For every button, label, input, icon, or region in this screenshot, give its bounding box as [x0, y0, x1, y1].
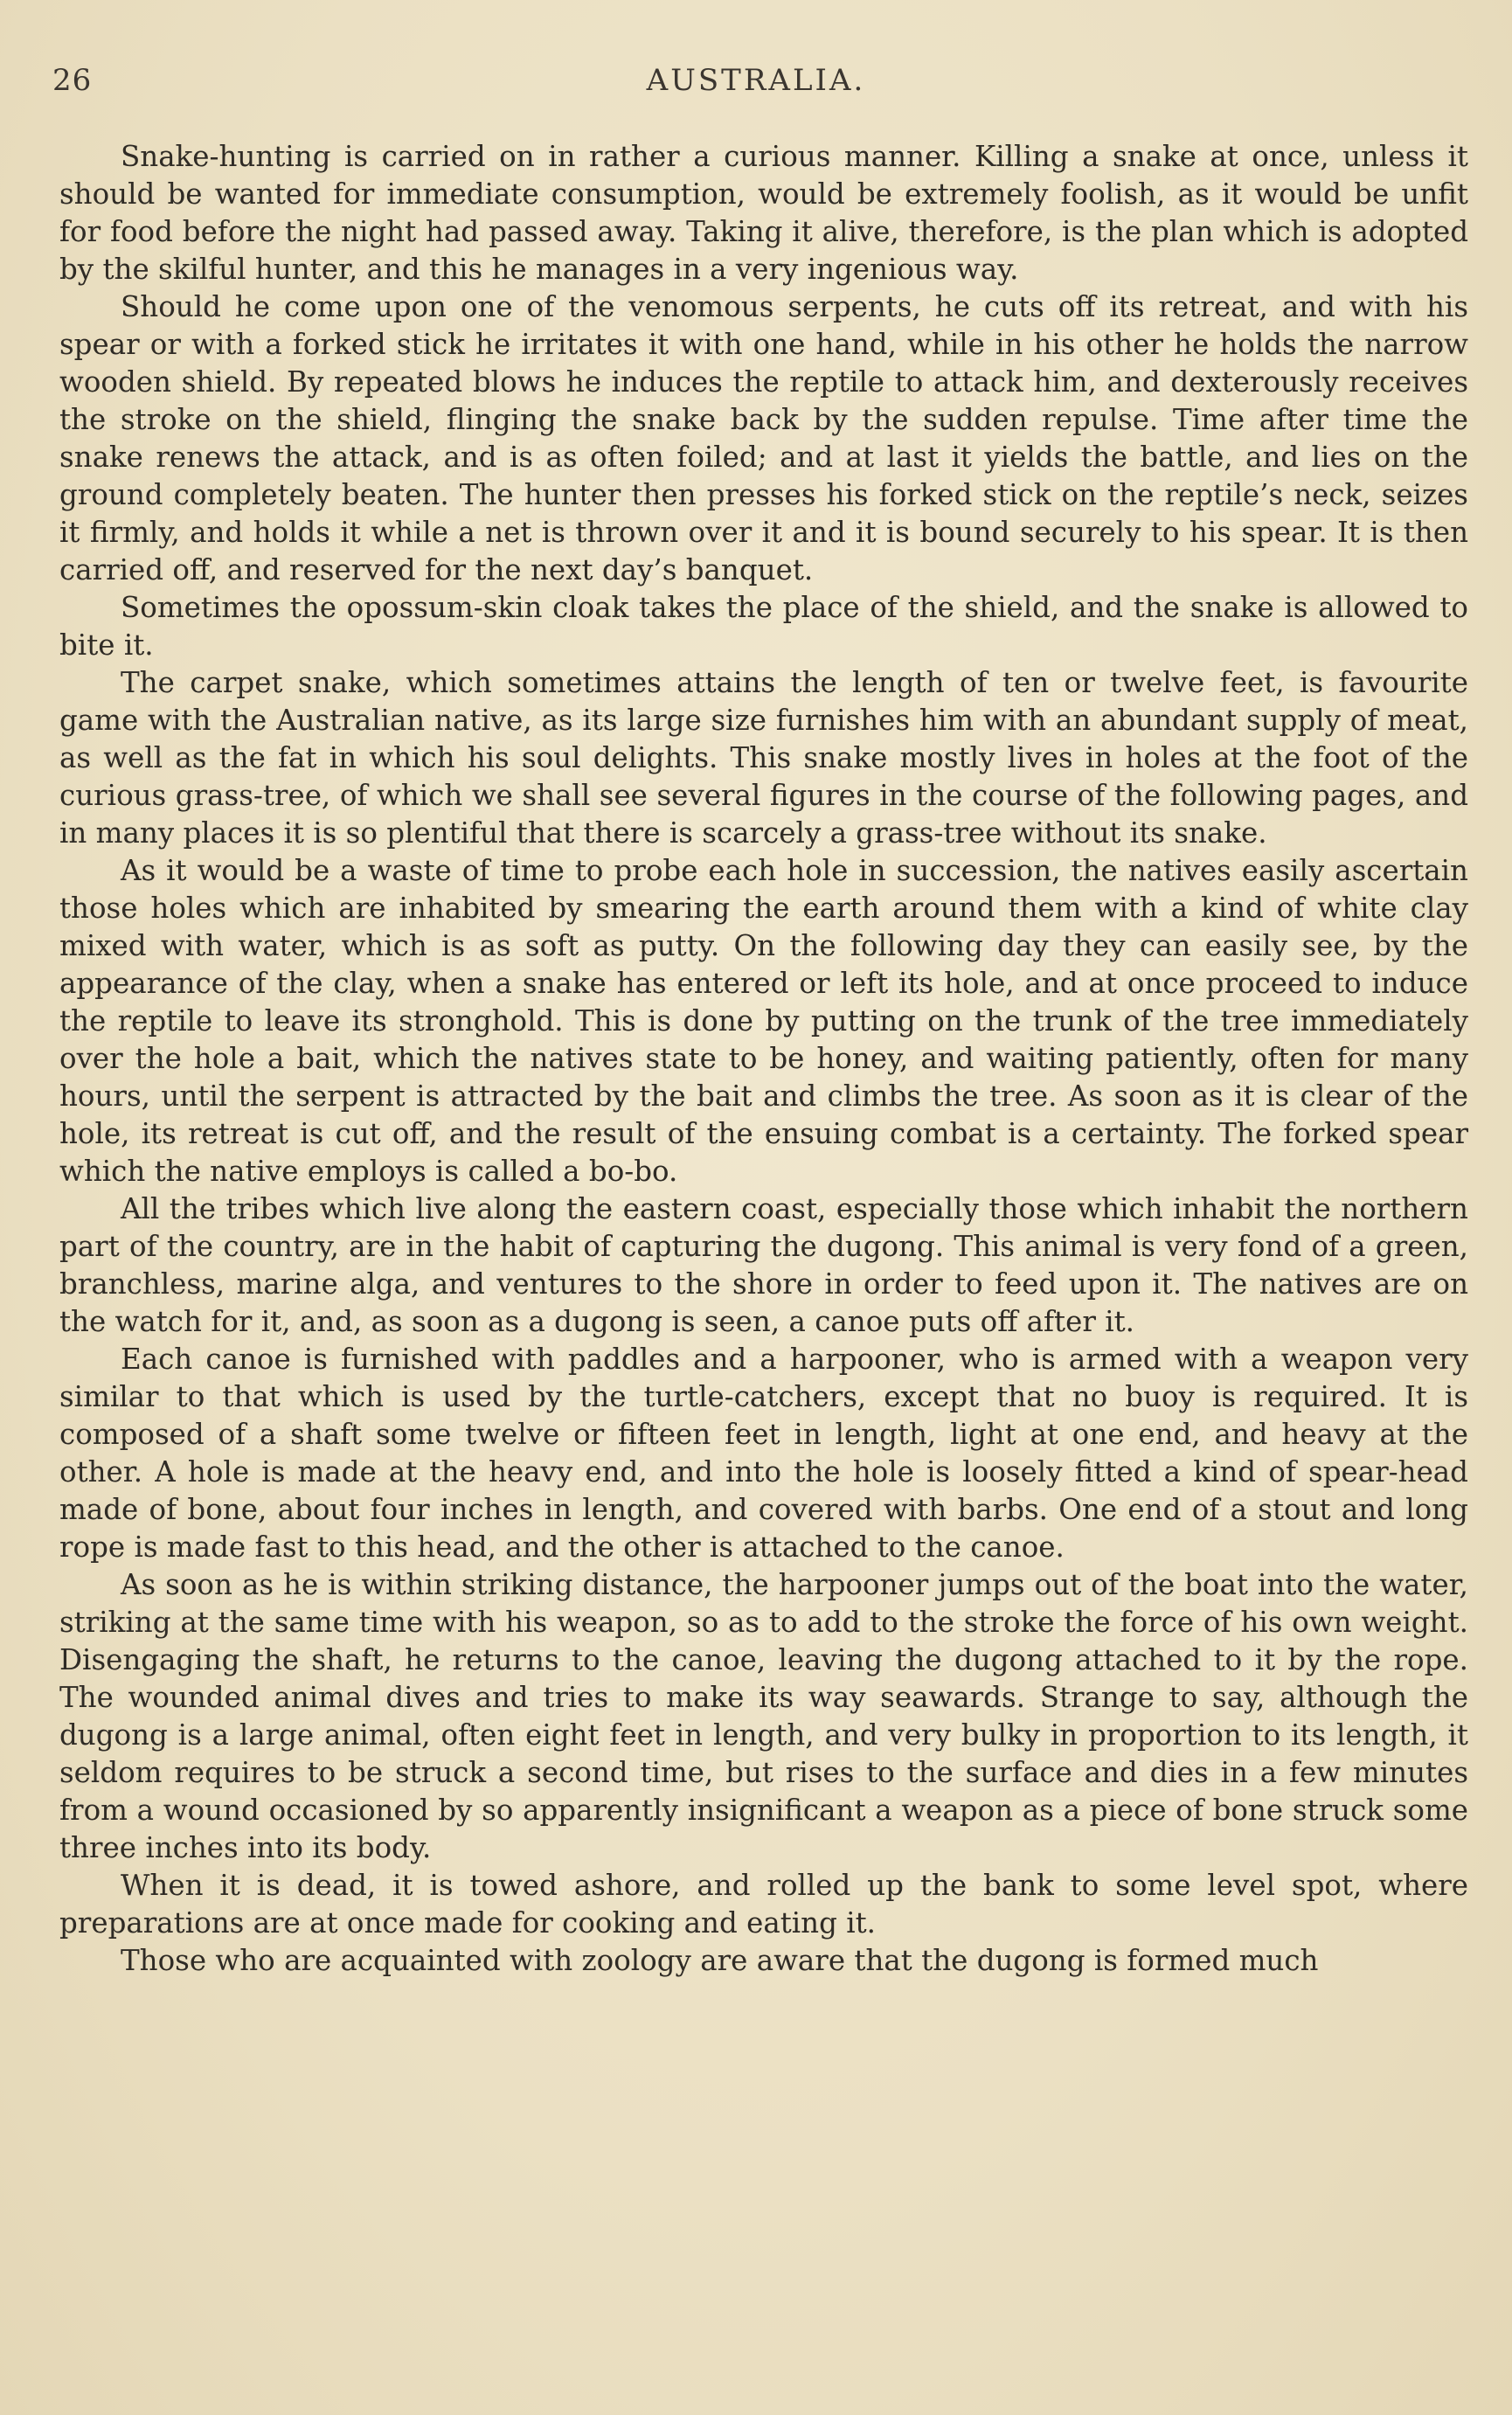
paragraph: As it would be a waste of time to probe each hole in succession, the natives easily ascertain those holes which are inhabited by smearing the earth around them with a kind of white clay mixed with water, which is as soft as putty. On the following day they can easily see, by the appearance of the clay, when a snake has entered or left its hole, and at once proceed to induce the reptile to leave its stronghold. This is done by putting on the trunk of the tree immediately over the hole a bait, which the natives state to be honey, and waiting patiently, often for many hours, until the serpent is attracted by the bait and climbs the tree. As soon as it is clear of the hole, its retreat is cut off, and the result of the ensuing combat is a certainty. The forked spear which the native employs is called a bo-bo.	[59, 854, 1468, 1188]
paragraph: The carpet snake, which sometimes attains the length of ten or twelve feet, is favourite game with the Australian native, as its large size furnishes him with an abundant supply of meat, as well as the fat in which his soul delights. This snake mostly lives in holes at the foot of the curious grass-tree, of which we shall see several figures in the course of the following pages, and in many places it is so plentiful that there is scarcely a grass-tree without its snake.	[59, 666, 1468, 850]
paragraph: Those who are acquainted with zoology are aware that the dugong is formed much	[121, 1944, 1319, 1977]
running-head: AUSTRALIA.	[646, 63, 866, 98]
paragraph: Snake-hunting is carried on in rather a curious manner. Killing a snake at once, unless it should be wanted for immediate consumption, would be extremely foolish, as it would be unfit for food before the night had passed away. Taking it alive, therefore, is the plan which is adopted by the skilful hunter, and this he manages in a very ingenious way.	[59, 140, 1468, 286]
paragraph: All the tribes which live along the eastern coast, especially those which inhabit the northern part of the country, are in the habit of capturing the dugong. This animal is very fond of a green, branchless, marine alga, and ventures to the shore in order to feed upon it. The natives are on the watch for it, and, as soon as a dugong is seen, a canoe puts off after it.	[59, 1192, 1468, 1338]
paragraph: When it is dead, it is towed ashore, and rolled up the bank to some level spot, where preparations are at once made for cooking and eating it.	[59, 1869, 1468, 1940]
paragraph: Should he come upon one of the venomous serpents, he cuts off its retreat, and with his spear or with a forked stick he irritates it with one hand, while in his other he holds the narrow wooden shield. By repeated blows he induces the reptile to attack him, and dexterously receives the stroke on the shield, flinging the snake back by the sudden repulse. Time after time the snake renews the attack, and is as often foiled; and at last it yields the battle, and lies on the ground completely beaten. The hunter then presses his forked stick on the reptile’s neck, seizes it firmly, and holds it while a net is thrown over it and it is bound securely to his spear. It is then carried off, and reserved for the next day’s banquet.	[59, 290, 1468, 586]
paragraph: As soon as he is within striking distance, the harpooner jumps out of the boat into the water, striking at the same time with his weapon, so as to add to the stroke the force of his own weight. Disengaging the shaft, he returns to the canoe, leaving the dugong attached to it by the rope. The wounded animal dives and tries to make its way seawards. Strange to say, although the dugong is a large animal, often eight feet in length, and very bulky in proportion to its length, it seldom requires to be struck a second time, but rises to the surface and dies in a few minutes from a wound occasioned by so apparently insignificant a weapon as a piece of bone struck some three inches into its body.	[59, 1568, 1468, 1864]
body-text	[59, 138, 1468, 1980]
page-number: 26	[52, 63, 93, 98]
paragraph: Sometimes the opossum-skin cloak takes the place of the shield, and the snake is allowed to bite it.	[59, 591, 1468, 662]
paragraph: Each canoe is furnished with paddles and a harpooner, who is armed with a weapon very similar to that which is used by the turtle-catchers, except that no buoy is required. It is composed of a shaft some twelve or fifteen feet in length, light at one end, and heavy at the other. A hole is made at the heavy end, and into the hole is loosely fitted a kind of spear-head made of bone, about four inches in length, and covered with barbs. One end of a stout and long rope is made fast to this head, and the other is attached to the canoe.	[59, 1343, 1468, 1564]
page-header	[52, 63, 1460, 107]
